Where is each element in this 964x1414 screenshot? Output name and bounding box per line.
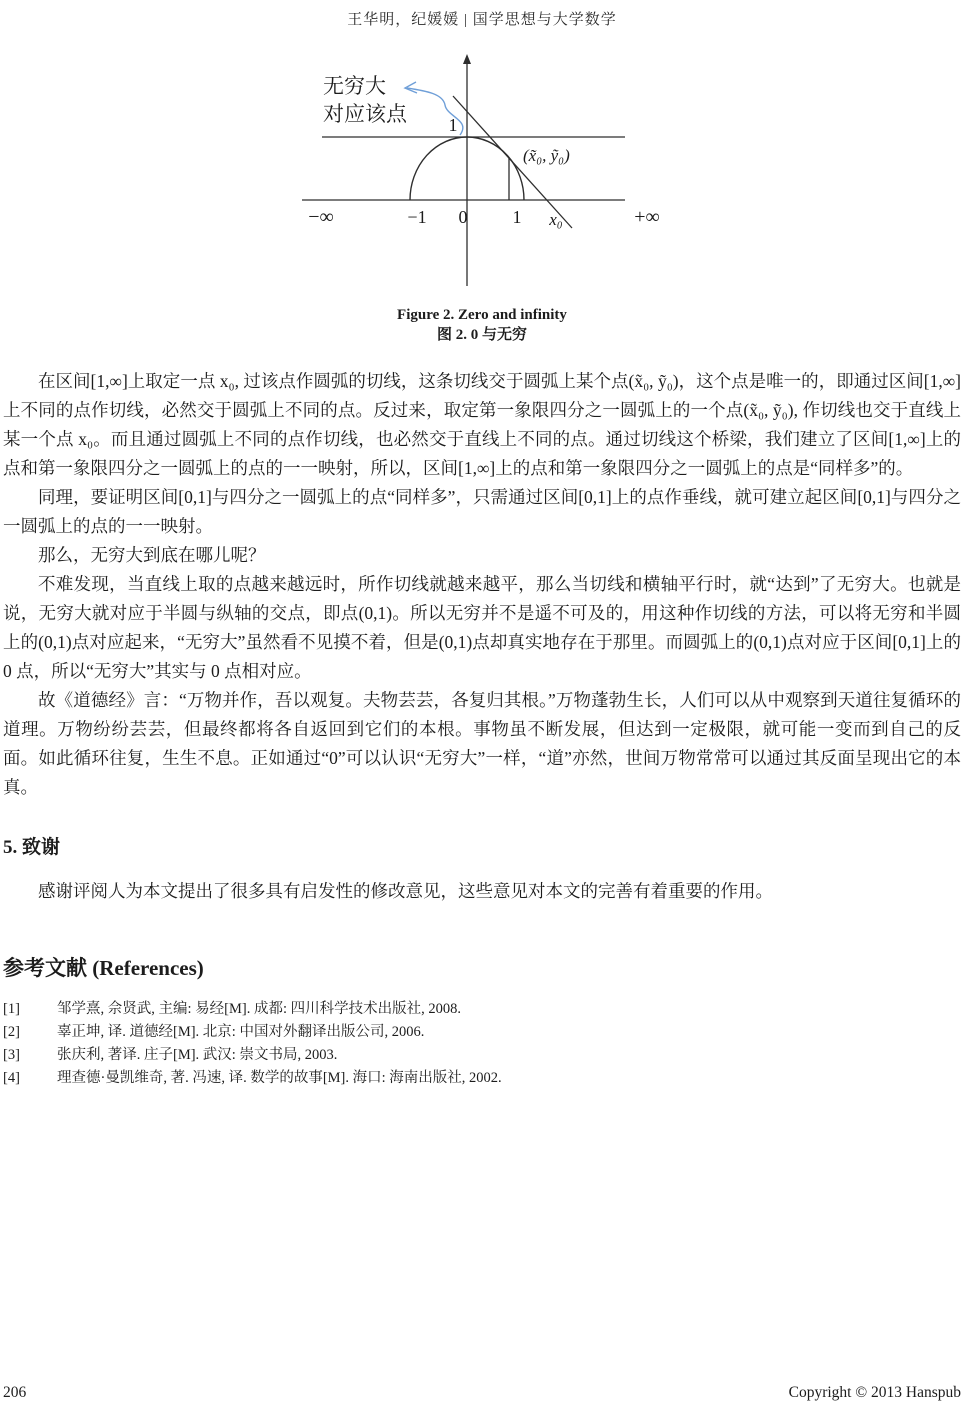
label-neg-one: −1 xyxy=(406,207,427,227)
figure-caption-zh: 图 2. 0 与无穷 xyxy=(436,327,527,343)
reference-number: [2] xyxy=(3,1024,20,1040)
reference-item xyxy=(3,1021,961,1044)
reference-text: 辜正坤, 译. 道德经[M]. 北京: 中国对外翻译出版公司, 2006. xyxy=(57,1024,425,1040)
acknowledgment-paragraph: 感谢评阅人为本文提出了很多具有启发性的修改意见，这些意见对本文的完善有着重要的作用。 xyxy=(38,881,773,901)
references-heading: 参考文献 (References) xyxy=(3,956,204,980)
body-paragraph: 不难发现，当直线上取的点越来越远时，所作切线就越来越平，那么当切线和横轴平行时，就“达到”了无穷大。也就是说，无穷大就对应于半圆与纵轴的交点，即点(0,1)。所以无穷并不是遥不可及的，用这种作切线的方法，可以将无穷和半圆上的(0,1)点对应起来，“无穷大”虽然看不见摸不着，但是(0,1)点却真实地存在于那里。而圆弧上的(0,1)点对应于区间[0,1]上的 0 点，所以“无穷大”其实与 0 点相对应。 xyxy=(3,574,961,681)
label-x0: x₀ xyxy=(548,210,563,229)
figure-2-diagram xyxy=(295,51,670,296)
label-pos-infinity: +∞ xyxy=(633,206,660,228)
reference-item xyxy=(3,1044,961,1067)
body-paragraph: 故《道德经》言：“万物并作，吾以观复。夫物芸芸，各复归其根。”万物蓬勃生长，人们可以从中观察到天道往复循环的道理。万物纷纷芸芸，但最终都将各自返回到它们的本根。事物虽不断发展，但达到一定极限，就可能一变而到自己的反面。如此循环往复，生生不息。正如通过“0”可以认识“无穷大”一样，“道”亦然，世间万物常常可以通过其反面呈现出它的本真。 xyxy=(3,690,961,797)
annotation-infinity-line2: 对应该点 xyxy=(322,102,407,126)
label-one: 1 xyxy=(512,207,521,227)
reference-text: 理查德·曼凯维奇, 著. 冯速, 译. 数学的故事[M]. 海口: 海南出版社, 2002. xyxy=(57,1070,502,1086)
body-paragraph: 在区间[1,∞]上取定一点 x₀, 过该点作圆弧的切线，这条切线交于圆弧上某个点(x̃₀, ỹ₀)，这个点是唯一的，即通过区间[1,∞]上不同的点作切线，必然交于圆弧上不同的点。反过来，取定第一象限四分之一圆弧上的一个点(x̃₀, ỹ₀), 作切线也交于直线上某一个点 x₀。而且通过圆弧上不同的点作切线，也必然交于直线上不同的点。通过切线这个桥梁，我们建立了区间[1,∞]上的点和第一象限四分之一圆弧上的点的一一映射，所以，区间[1,∞]上的点和第一象限四分之一圆弧上的点是“同样多”的。 xyxy=(3,371,961,478)
figure-caption xyxy=(0,305,964,345)
body-paragraph: 那么，无穷大到底在哪儿呢？ xyxy=(38,545,266,565)
figure-caption-en: Figure 2. Zero and infinity xyxy=(397,307,567,323)
reference-text: 邹学熹, 佘贤武, 主编: 易经[M]. 成都: 四川科学技术出版社, 2008. xyxy=(57,1001,461,1017)
page-footer xyxy=(0,1384,964,1402)
label-zero: 0 xyxy=(458,207,467,227)
references-list xyxy=(0,998,964,1090)
label-tangent-point: (x̃₀, ỹ₀) xyxy=(522,146,570,165)
annotation-infinity-line1: 无穷大 xyxy=(322,74,386,98)
body-paragraph: 同理，要证明区间[0,1]与四分之一圆弧上的点“同样多”，只需通过区间[0,1]上的点作垂线，就可建立起区间[0,1]与四分之一圆弧上的点的一一映射。 xyxy=(3,487,961,536)
section-5-heading: 5. 致谢 xyxy=(3,837,61,858)
label-neg-infinity: −∞ xyxy=(307,206,334,228)
running-header: 王华明，纪媛媛 | 国学思想与大学数学 xyxy=(347,12,617,28)
label-y-one: 1 xyxy=(448,115,457,135)
reference-item xyxy=(3,1067,961,1090)
figure-2 xyxy=(0,51,964,345)
annotation-arrowhead-icon xyxy=(405,82,417,93)
reference-number: [1] xyxy=(3,1001,20,1017)
reference-text: 张庆利, 著译. 庄子[M]. 武汉: 崇文书局, 2003. xyxy=(57,1047,338,1063)
y-axis-arrowhead-icon xyxy=(463,54,471,64)
page-number: 206 xyxy=(3,1384,27,1401)
copyright-text: Copyright © 2013 Hanspub xyxy=(788,1384,961,1401)
body-text xyxy=(0,367,964,802)
reference-item xyxy=(3,998,961,1021)
reference-number: [3] xyxy=(3,1047,20,1063)
reference-number: [4] xyxy=(3,1070,20,1086)
